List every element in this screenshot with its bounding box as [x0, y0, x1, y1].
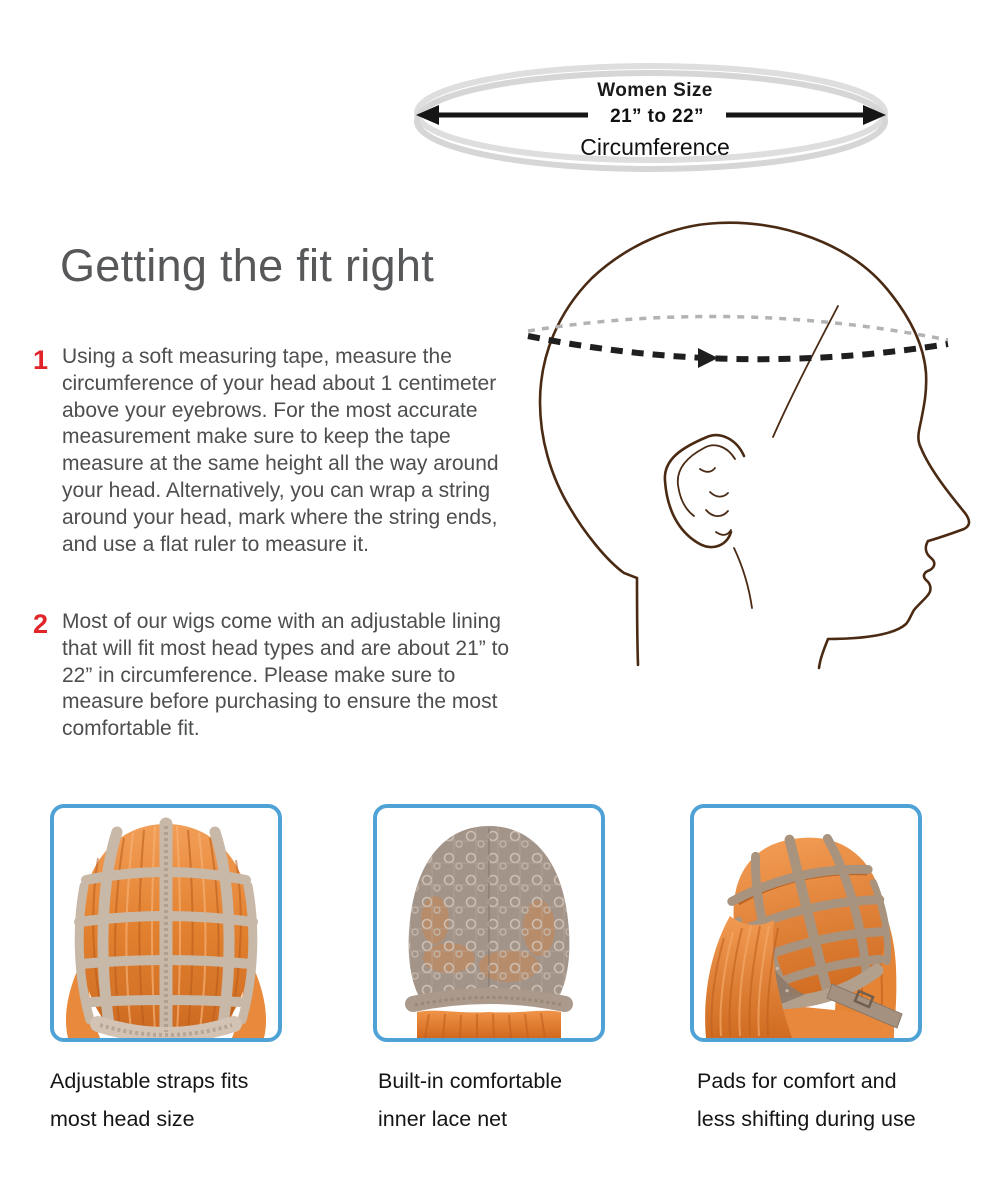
- caption-line: Built-in comfortable: [378, 1069, 563, 1093]
- head-inner-lines: [734, 306, 838, 608]
- measuring-band-far-edge: [528, 316, 948, 340]
- ear-illustration: [665, 435, 744, 547]
- page-title: Getting the fit right: [60, 240, 434, 291]
- band-arrow-icon: [698, 348, 718, 368]
- caption-line: most head size: [50, 1107, 195, 1131]
- wig-cap-back-grid-image: [54, 808, 278, 1038]
- caption-comfort-pads: [697, 1062, 957, 1138]
- feature-photo-lace-net: [373, 804, 605, 1042]
- wig-cap-lace-net-image: [377, 808, 601, 1038]
- feature-photo-comfort-pads: [690, 804, 922, 1042]
- head-profile-illustration: [520, 210, 990, 770]
- tape-badge-caption: Circumference: [580, 134, 730, 160]
- cheek-line: [734, 548, 752, 608]
- caption-line: Adjustable straps fits: [50, 1069, 249, 1093]
- head-outline: [540, 223, 969, 668]
- feature-photo-adjustable-straps: [50, 804, 282, 1042]
- wig-cap-side-pads-image: [694, 808, 918, 1038]
- step-2-text: Most of our wigs come with an adjustable lining that will fit most head types and are about 21” to 22” in circumference. Please make sure to measure before purchasing to ensure the most comfortable fit.: [62, 610, 510, 741]
- caption-line: less shifting during use: [697, 1107, 916, 1131]
- caption-line: inner lace net: [378, 1107, 508, 1131]
- hairline-line: [773, 306, 838, 437]
- measuring-band-dotted: [528, 316, 948, 368]
- step-1-number: 1: [33, 345, 49, 375]
- tape-badge-title: Women Size: [597, 80, 713, 101]
- step-1-text: Using a soft measuring tape, measure the circumference of your head about 1 centimeter above your eyebrows. For the most accurate measurement make sure to keep the tape measure at the same height all the way around your head. Alternatively, you can wrap a string around your head, mark where the string ends, and use a flat ruler to measure it.: [62, 345, 499, 556]
- tape-measure-badge: [408, 58, 898, 180]
- step-2-number: 2: [33, 609, 49, 639]
- caption-line: Pads for comfort and: [697, 1069, 897, 1093]
- tape-badge-range: 21” to 22”: [610, 106, 704, 127]
- caption-adjustable-straps: [50, 1062, 310, 1138]
- caption-lace-net: [378, 1062, 638, 1138]
- measuring-band-near-edge: [528, 336, 948, 359]
